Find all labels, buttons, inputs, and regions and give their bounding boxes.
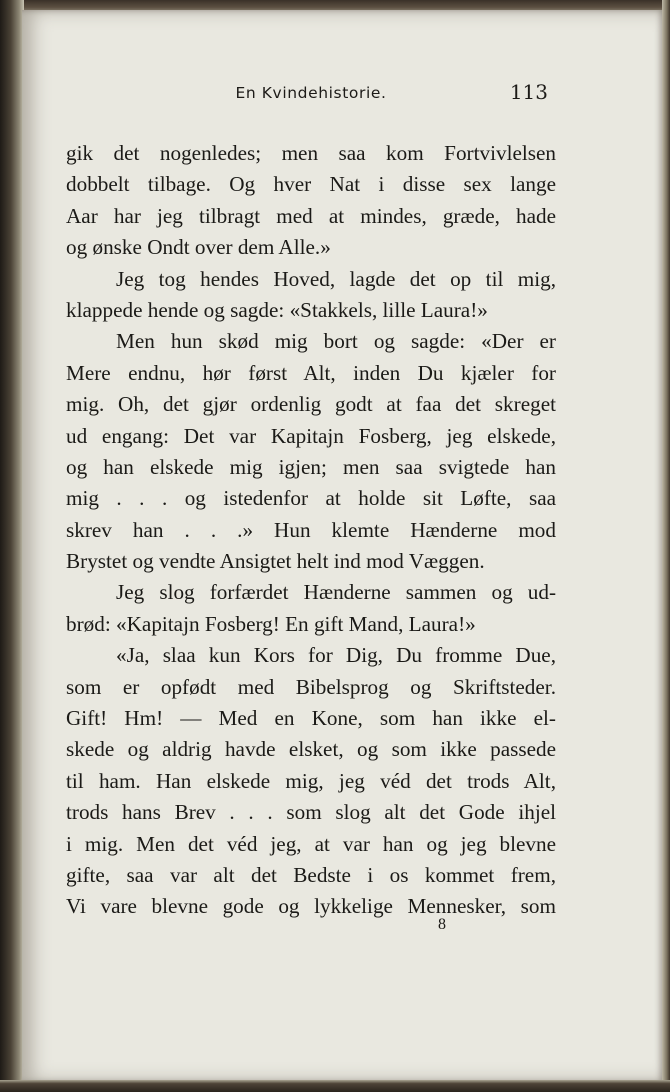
text-line: skede og aldrig havde elsket, og som ikke passede: [66, 737, 556, 762]
text-line: Vi vare blevne gode og lykkelige Mennesker, som: [66, 894, 556, 919]
text-line: Gift! Hm! — Med en Kone, som han ikke el-: [66, 706, 556, 731]
text-line: klappede hende og sagde: «Stakkels, lille Laura!»: [66, 297, 488, 322]
text-line: Jeg tog hendes Hoved, lagde det op til mig,: [116, 266, 556, 291]
text-line: skrev han . . .» Hun klemte Hænderne mod: [66, 517, 556, 542]
text-line: som er opfødt med Bibelsprog og Skriftsteder.: [66, 674, 556, 699]
running-header: [68, 80, 554, 114]
text-line: gik det nogenledes; men saa kom Fortvivlelsen: [66, 141, 556, 165]
running-title: En Kvindehistorie.: [235, 84, 387, 102]
text-line: mig. Oh, det gjør ordenlig godt at faa det skreget: [66, 392, 556, 417]
text-line: Aar har jeg tilbragt med at mindes, græde, hade: [66, 203, 556, 228]
body-text: [66, 138, 556, 923]
text-line: dobbelt tilbage. Og hver Nat i disse sex lange: [66, 172, 556, 197]
book-binding: [0, 0, 24, 1092]
text-line: ud engang: Det var Kapitajn Fosberg, jeg elskede,: [66, 423, 556, 448]
text-line: til ham. Han elskede mig, jeg véd det trods Alt,: [66, 768, 556, 793]
text-line: gifte, saa var alt det Bedste i os kommet frem,: [66, 862, 556, 887]
text-line: trods hans Brev . . . som slog alt det Gode ihjel: [66, 800, 556, 825]
text-line: i mig. Men det véd jeg, at var han og jeg blevne: [66, 831, 556, 856]
text-line: Men hun skød mig bort og sagde: «Der er: [116, 329, 556, 354]
text-line: brød: «Kapitajn Fosberg! En gift Mand, Laura!»: [66, 611, 476, 636]
signature-mark: 8: [438, 916, 446, 933]
text-line: Mere endnu, hør først Alt, inden Du kjæler for: [66, 360, 556, 385]
text-line: og ønske Ondt over dem Alle.»: [66, 235, 331, 260]
page-number: 113: [509, 80, 548, 104]
bottom-page-edge: [0, 1080, 670, 1092]
right-page-edge: [662, 0, 670, 1092]
text-line: Brystet og vendte Ansigtet helt ind mod Væggen.: [66, 549, 485, 574]
text-line: Jeg slog forfærdet Hænderne sammen og ud-: [116, 580, 556, 605]
text-line: og han elskede mig igjen; men saa svigtede han: [66, 454, 556, 479]
text-line: mig . . . og istedenfor at holde sit Løfte, saa: [66, 486, 556, 511]
text-line: «Ja, slaa kun Kors for Dig, Du fromme Due,: [116, 643, 556, 668]
